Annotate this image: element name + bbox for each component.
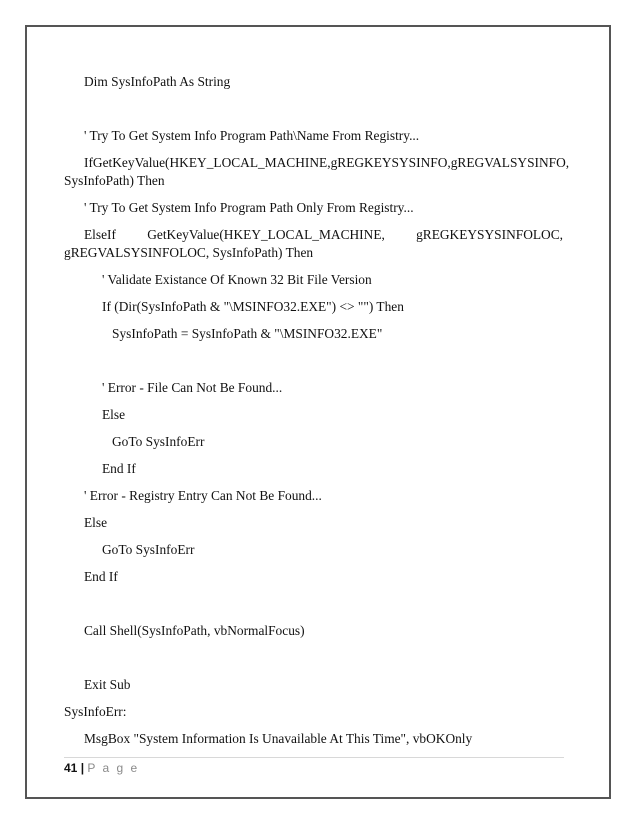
code-line-comment-try-path-only: ' Try To Get System Info Program Path Only From Registry... — [84, 200, 414, 215]
code-line-dim: Dim SysInfoPath As String — [84, 74, 231, 89]
code-word: ElseIf — [84, 227, 116, 242]
code-word: gREGVALSYSINFO, — [450, 155, 570, 170]
footer-divider — [64, 757, 564, 758]
code-line-comment-try-path-name: ' Try To Get System Info Program Path\Name From Registry... — [84, 128, 420, 143]
code-word: gREGKEYSYSINFOLOC, — [416, 227, 563, 242]
code-line-elseif — [84, 227, 563, 243]
code-line-comment-validate: ' Validate Existance Of Known 32 Bit File Version — [102, 272, 372, 287]
code-line-assign-path: SysInfoPath = SysInfoPath & "\MSINFO32.EXE" — [112, 326, 383, 341]
code-line-comment-file-not-found: ' Error - File Can Not Be Found... — [102, 380, 283, 395]
code-line-if-dir: If (Dir(SysInfoPath & "\MSINFO32.EXE") <> "") Then — [102, 299, 404, 314]
code-line-if-getkey-cont: SysInfoPath) Then — [64, 173, 165, 188]
code-line-else-outer: Else — [84, 515, 108, 530]
code-line-call-shell: Call Shell(SysInfoPath, vbNormalFocus) — [84, 623, 305, 638]
code-line-elseif-cont: gREGVALSYSINFOLOC, SysInfoPath) Then — [64, 245, 314, 260]
page-label: P a g e — [87, 761, 140, 775]
code-line-msgbox: MsgBox "System Information Is Unavailable At This Time", vbOKOnly — [84, 731, 473, 746]
code-line-comment-registry-not-found: ' Error - Registry Entry Can Not Be Found... — [84, 488, 322, 503]
code-line-exit-sub: Exit Sub — [84, 677, 131, 692]
code-word: GetKeyValue(HKEY_LOCAL_MACHINE, — [147, 227, 385, 242]
code-word: If — [84, 155, 93, 170]
code-word: gREGKEYSYSINFO, — [330, 155, 451, 170]
code-line-else-inner: Else — [102, 407, 126, 422]
footer-separator: | — [80, 761, 85, 775]
code-line-if-getkey — [84, 155, 570, 171]
page-number: 41 — [64, 761, 78, 775]
code-line-endif-inner: End If — [102, 461, 136, 476]
code-line-goto-outer: GoTo SysInfoErr — [102, 542, 195, 557]
code-line-label-err: SysInfoErr: — [64, 704, 127, 719]
page-footer — [64, 760, 139, 776]
code-word: GetKeyValue(HKEY_LOCAL_MACHINE, — [92, 155, 331, 170]
code-line-goto-inner: GoTo SysInfoErr — [112, 434, 205, 449]
code-line-endif-outer: End If — [84, 569, 118, 584]
